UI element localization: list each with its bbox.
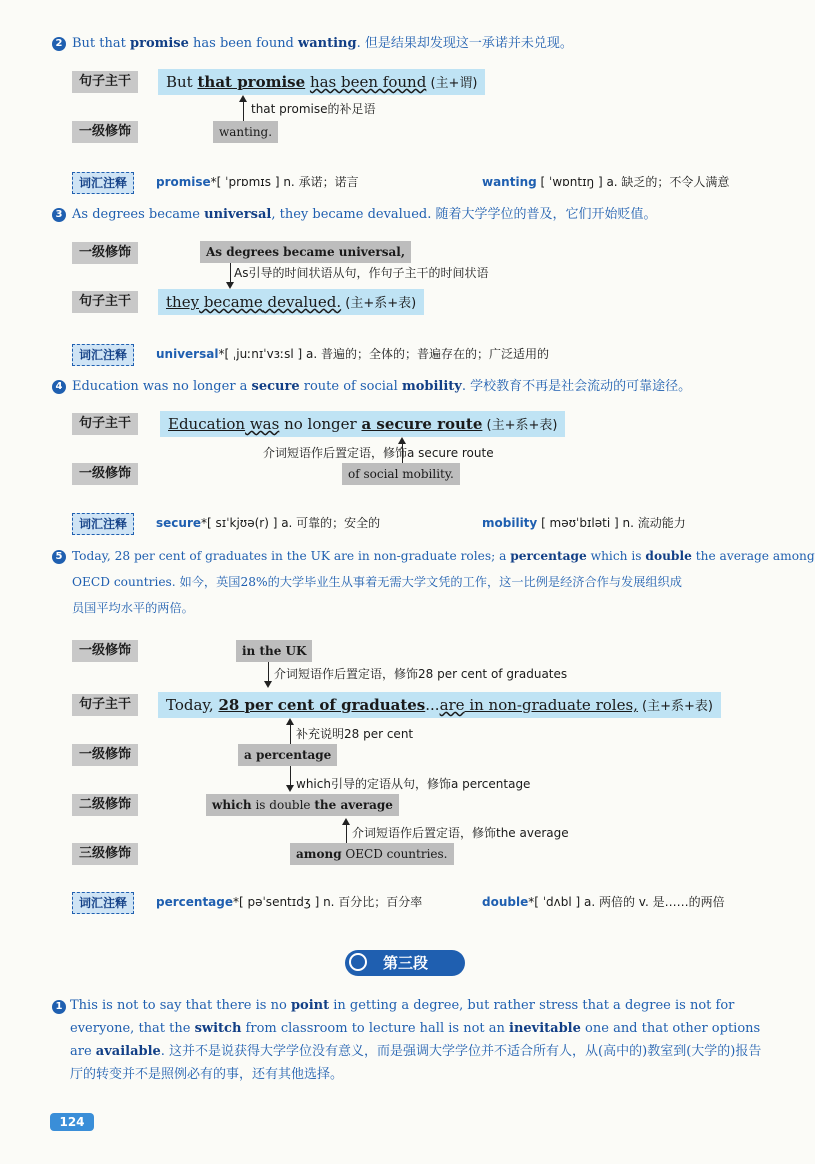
sentence-number-1: 1 bbox=[52, 1000, 66, 1014]
vocab-label: 词汇注释 bbox=[72, 344, 134, 366]
main-clause: But that promise has been found (主+谓) bbox=[158, 69, 485, 95]
main-clause: they became devalued. (主+系+表) bbox=[158, 289, 424, 315]
modifier-level-1-label: 一级修饰 bbox=[72, 744, 138, 766]
vocab-entry-universal: universal*[ ˌjuːnɪˈvɜːsl ] a. 普遍的；全体的；普遍存在的；广泛适用的 bbox=[156, 347, 549, 361]
grammar-note: which引导的定语从句，修饰a percentage bbox=[296, 777, 531, 791]
section-title: 第三段 bbox=[383, 954, 429, 972]
page-number: 124 bbox=[50, 1113, 94, 1131]
modifier-level-3-label: 三级修饰 bbox=[72, 843, 138, 865]
grammar-note: that promise的补足语 bbox=[251, 102, 376, 116]
modifier-level-1-label: 一级修饰 bbox=[72, 640, 138, 662]
arrow-down-icon bbox=[226, 282, 234, 289]
vocab-entry-secure: secure*[ sɪˈkjʊə(r) ] a. 可靠的；安全的 bbox=[156, 516, 381, 530]
grammar-note: 介词短语作后置定语，修饰a secure route bbox=[263, 446, 494, 460]
sentence-2-text: But that promise has been found wanting. 但是结果却发现这一承诺并未兑现。 bbox=[72, 36, 573, 51]
sentence-3-text: As degrees became universal, they became devalued. 随着大学学位的普及，它们开始贬值。 bbox=[72, 207, 657, 222]
magnifier-icon bbox=[349, 953, 367, 971]
connector-line bbox=[268, 662, 269, 682]
sentence-number-3: 3 bbox=[52, 208, 66, 222]
vocab-label: 词汇注释 bbox=[72, 513, 134, 535]
modifier-level-1-label: 一级修饰 bbox=[72, 463, 138, 485]
main-clause: Education was no longer a secure route (主+系+表) bbox=[160, 411, 565, 437]
modifier-phrase: a percentage bbox=[238, 744, 337, 766]
main-clause-label: 句子主干 bbox=[72, 694, 138, 716]
modifier-level-1-label: 一级修饰 bbox=[72, 242, 138, 264]
sentence-number-2: 2 bbox=[52, 37, 66, 51]
modifier-phrase: which is double the average bbox=[206, 794, 399, 816]
main-clause: Today, 28 per cent of graduates...are in non-graduate roles, (主+系+表) bbox=[158, 692, 721, 718]
connector-line bbox=[243, 101, 244, 121]
modifier-phrase: in the UK bbox=[236, 640, 312, 662]
paragraph-sentence-1: This is not to say that there is no point in getting a degree, but rather stress that a degree is not for everyone, that the switch from classroom to lecture hall is not an inevitable one and that other options are available. 这并不是说获得大学学位没有意义，而是强调大学学位并不适合所有人，从(高中的)教室到(大学的)报告厅的转变并不是照例必有的事，还有其他选择。 bbox=[70, 998, 762, 1082]
arrow-down-icon bbox=[264, 681, 272, 688]
vocab-entry-wanting: wanting [ ˈwɒntɪŋ ] a. 缺乏的；不令人满意 bbox=[482, 175, 730, 189]
modifier-phrase: As degrees became universal, bbox=[200, 241, 411, 263]
grammar-note: 补充说明28 per cent bbox=[296, 727, 414, 741]
vocab-entry-promise: promise*[ ˈprɒmɪs ] n. 承诺；诺言 bbox=[156, 175, 359, 189]
grammar-note: As引导的时间状语从句，作句子主干的时间状语 bbox=[234, 266, 489, 280]
arrow-down-icon bbox=[286, 785, 294, 792]
grammar-note: 介词短语作后置定语，修饰28 per cent of graduates bbox=[274, 667, 568, 681]
vocab-entry-percentage: percentage*[ pəˈsentɪdʒ ] n. 百分比；百分率 bbox=[156, 895, 423, 909]
vocab-label: 词汇注释 bbox=[72, 892, 134, 914]
modifier-phrase: wanting. bbox=[213, 121, 278, 143]
connector-line bbox=[290, 724, 291, 744]
sentence-number-5: 5 bbox=[52, 550, 66, 564]
sentence-4-text: Education was no longer a secure route of social mobility. 学校教育不再是社会流动的可靠途径。 bbox=[72, 379, 692, 394]
sentence-5-line-2: OECD countries. 如今，英国28%的大学毕业生从事着无需大学文凭的工作，这一比例是经济合作与发展组织成 bbox=[72, 575, 682, 589]
sentence-number-4: 4 bbox=[52, 380, 66, 394]
sentence-5-line-1: Today, 28 per cent of graduates in the UK are in non-graduate roles; a percentage which is double the average among bbox=[72, 549, 815, 563]
vocab-entry-double: double*[ ˈdʌbl ] a. 两倍的 v. 是……的两倍 bbox=[482, 895, 725, 909]
connector-line bbox=[346, 824, 347, 844]
connector-line bbox=[290, 766, 291, 786]
modifier-level-2-label: 二级修饰 bbox=[72, 794, 138, 816]
grammar-note: 介词短语作后置定语，修饰the average bbox=[352, 826, 569, 840]
main-clause-label: 句子主干 bbox=[72, 413, 138, 435]
vocab-entry-mobility: mobility [ məʊˈbɪləti ] n. 流动能力 bbox=[482, 516, 686, 530]
modifier-phrase: of social mobility. bbox=[342, 463, 460, 485]
vocab-label: 词汇注释 bbox=[72, 172, 134, 194]
main-clause-label: 句子主干 bbox=[72, 291, 138, 313]
modifier-phrase: among OECD countries. bbox=[290, 843, 454, 865]
connector-line bbox=[230, 263, 231, 283]
main-clause-label: 句子主干 bbox=[72, 71, 138, 93]
section-header bbox=[345, 950, 465, 976]
sentence-5-line-3: 员国平均水平的两倍。 bbox=[72, 601, 194, 615]
modifier-level-1-label: 一级修饰 bbox=[72, 121, 138, 143]
